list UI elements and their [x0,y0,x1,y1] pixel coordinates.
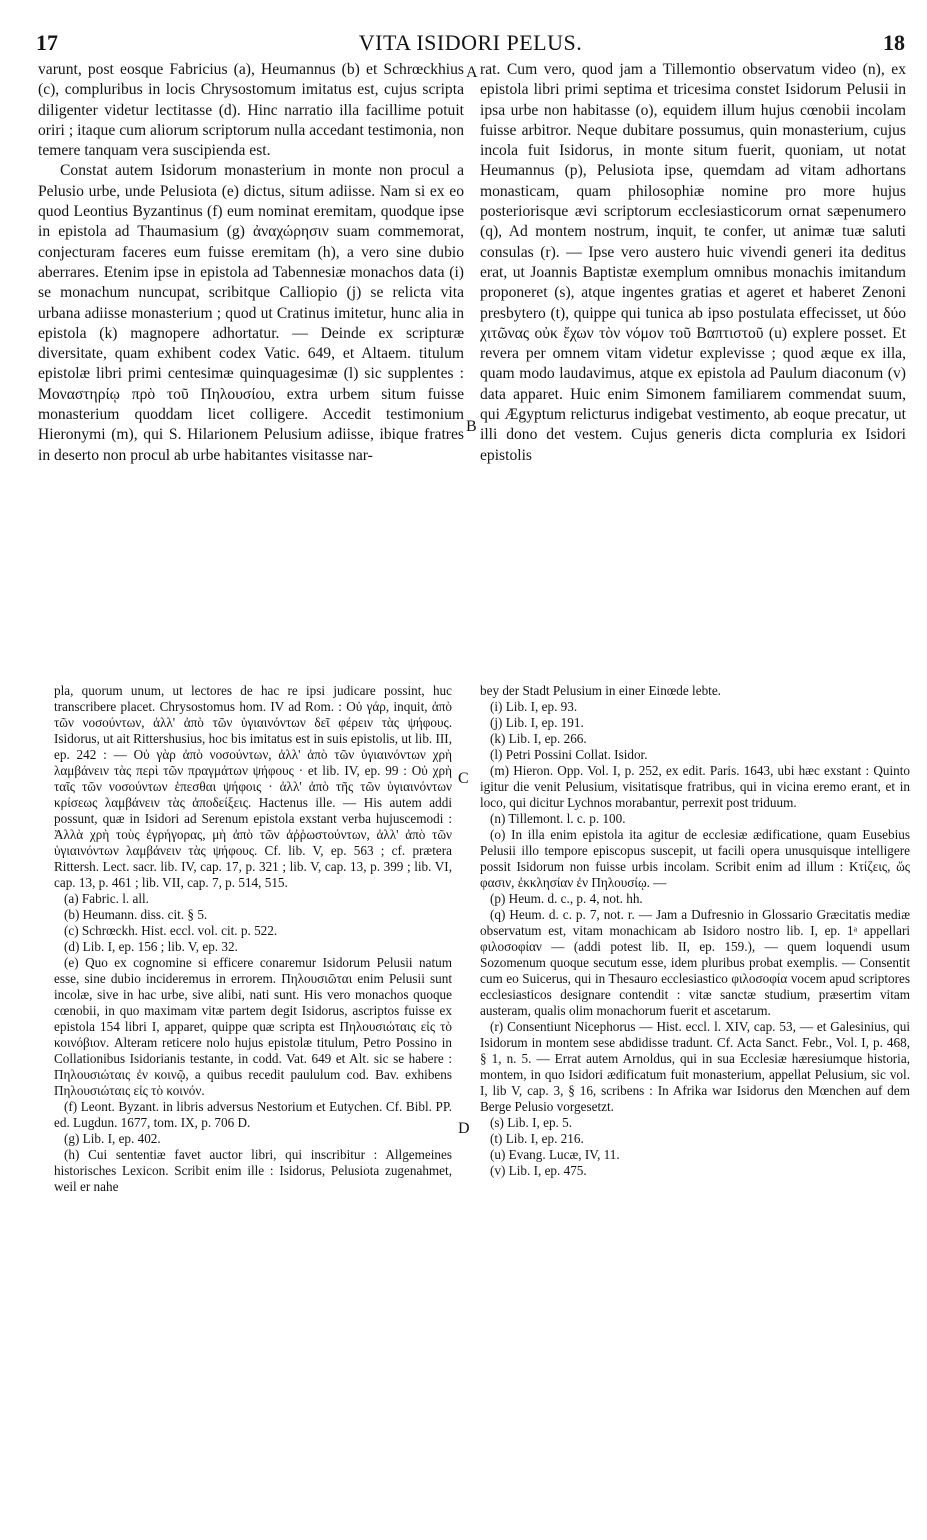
footnote-p: (p) Heum. d. c., p. 4, not. hh. [490,891,643,906]
right-page-number: 18 [883,30,905,55]
footnote-k: (k) Lib. I, ep. 266. [490,731,587,746]
footnote-c: (c) Schrœckh. Hist. eccl. vol. cit. p. 522. [64,923,278,938]
footnote-o: (o) In illa enim epistola ita agitur de ecclesiæ ædificatione, quam Eusebius Pelusii illo tempore episcopus suscepit, ut facili opera unusquisque intelligere possit Isidorum non fuisse urbis incolam. Scribit enim ad illum : Κτίζεις, ὥς φασιν, ἐκκλησίαν ἐν Πηλουσίῳ. — [480,827,910,890]
footnote-j: (j) Lib. I, ep. 191. [490,715,584,730]
footnotes-right-column [480,683,910,1179]
footnote-f: (f) Leont. Byzant. in libris adversus Nestorium et Eutychen. Cf. Bibl. PP. ed. Lugdun. 1677, tom. IX, p. 706 D. [54,1099,452,1130]
left-page-number: 17 [36,30,58,55]
footnote-e: (e) Quo ex cognomine si efficere conaremur Isidorum Pelusii natum esse, sine dubio incideremus in errorem. Πηλουσιῶται enim Pelusii sunt incolæ, sive in hac urbe, sive alibi, nati sunt. His vero monachos quoque cœnobii, in quo maximam vitæ partem degit Isidorus, ascriptos fuisse ex epistola 154 libri I, apparet, quippe quæ scripta est Πηλουσιώταις εἰς τὸ κοινόβιον. Alteram reticere nolo hujus epistolæ titulum, Petro Possino in Collationibus Isidorianis testante, in codd. Vat. 649 et Alt. sic se habere : Πηλουσιώταις ἐν κοινῷ, a quibus recedit paululum cod. Bav. exhibens Πηλουσιώταις εἰς τὸ κοινόν. [54,955,452,1098]
footnote-r: (r) Consentiunt Nicephorus — Hist. eccl. l. XIV, cap. 53, — et Galesinius, qui Isidorum in montem sese abdidisse tradunt. Cf. Acta Sanct. Febr., Vol. I, p. 468, § 1, n. 5. — Errat autem Arnoldus, qui in sua Ecclesiæ hæresiumque historia, montem, in quo Isidori ædificatum fuit monasterium, appellat Pelusium, sic vol. I, lib V, cap. 3, § 16, scribens : In Afrika war Isidorus den Mœnchen auf dem Berge Pelusio vorgesetzt. [480,1019,910,1114]
footnote-n: (n) Tillemont. l. c. p. 100. [490,811,626,826]
main-text-left-column [38,60,464,466]
footnote-i: (i) Lib. I, ep. 93. [490,699,578,714]
margin-letter-c: C [458,770,469,787]
footnote-u: (u) Evang. Lucæ, IV, 11. [490,1147,620,1162]
margin-letter-b: B [466,418,477,435]
main-paragraph: Constat autem Isidorum monasterium in monte non procul a Pelusio urbe, unde Pelusiota (e) dictus, situm adiisse. Nam si ex eo quod Leontius Byzantinus (f) eum nominat eremitam, quodque ipse in epistola ad Thaumasium (g) ἀναχώρησιν suam commemorat, conjecturam faceres eum fuisse eremitam (h), a vero sine dubio aberrares. Etenim ipse in epistola ad Tabennesiæ monachos data (i) se monachum nuncupat, scribitque Calliopio (j) se relicta vita urbana adiisse monasterium ; quod ut Cratinus imitetur, hunc alia in epistola (k) magnopere adhortatur. — Deinde ex scripturæ diversitate, quam exhibent codex Vatic. 649, et Altaem. titulum epistolæ libri primi centesimæ quinquagesimæ (l) sic supplentes : Μοναστηρίῳ πρὸ τοῦ Πηλουσίου, extra urbem situm fuisse monasterium quoddam licet colligere. Accedit testimonium Hieronymi (m), qui S. Hilarionem Pelusium adiisse, ibique fratres in deserto non procul ab urbe habitantes visitasse nar- [38,162,464,464]
footnote: pla, quorum unum, ut lectores de hac re ipsi judicare possint, huc transcribere placet. Chrysostomus hom. IV ad Rom. : Οὐ γάρ, inquit, ἀπὸ τῶν νοσούντων, ἀλλ' ἀπὸ τῶν ὑγιαινόντων δεῖ φέρειν τὰς ψήφους. Isidorus, ut ait Rittershusius, hoc bis imitatus est in suis epistolis, ut lib. III, ep. 242 : — Οὐ γὰρ ἀπὸ νοσούντων, ἀλλ' ἀπὸ τῶν ὑγιαινόντων χρὴ λαμβάνειν τὰς περὶ τῶν πραγμάτων ψήφους · et lib. IV, ep. 99 : Οὐ χρὴ ταῖς τῶν νοσούντων ἑπεσθαι ψήφοις · ἀλλ' ἀπὸ τῆς τῶν ὑγιαινόντων κρίσεως λαμβάνειν τὰς ἀποδείξεις. Hactenus ille. — His autem addi possunt, quæ in Isidori ad Serenum epistola exstant verba hujuscemodi : Ἀλλὰ χρὴ τοὺς ἐγρήγορας, μὴ ἀπὸ τῶν ἀῤῥωστούντων, ἀλλ' ἀπὸ τῶν ὑγιαινόντων λαμβάνειν τὰς ψήφους. Cf. lib. V, ep. 563 ; cf. prætera Rittersh. Lect. sacr. lib. IV, cap. 17, p. 321 ; lib. V, cap. 13, p. 399 ; lib. VI, cap. 13, p. 461 ; lib. VII, cap. 7, p. 514, 515. [54,683,452,890]
margin-letter-a: A [466,64,478,81]
footnote-l: (l) Petri Possini Collat. Isidor. [490,747,648,762]
footnote-v: (v) Lib. I, ep. 475. [490,1163,587,1178]
main-text-right-column [480,60,906,466]
margin-letter-d: D [458,1120,470,1137]
footnote-q: (q) Heum. d. c. p. 7, not. r. — Jam a Dufresnio in Glossario Græcitatis mediæ observatum est, vitam monachicam ab Isidoro nostro lib. I, ep. 1ᵃ appellari φιλοσοφίαν — (addi potest lib. II, ep. 159.), — quem loquendi usum Sozomenum quoque secutum esse, idem pluribus probat exemplis. — Consentit cum eo Suicerus, qui in Thesauro ecclesiastico φιλοσοφία vocem apud scriptores ecclesiasticos designare contendit : vitæ sanctæ studium, præsertim vitam austeram, qualis olim monachorum fuerit et ascetarum. [480,907,910,1018]
footnote-g: (g) Lib. I, ep. 402. [64,1131,161,1146]
footnote-b: (b) Heumann. diss. cit. § 5. [64,907,208,922]
footnotes-left-column [54,683,452,1195]
main-paragraph: rat. Cum vero, quod jam a Tillemontio observatum video (n), ex epistola libri primi septima et tricesima constet Isidorum Pelusii in ipsa urbe non habitasse (o), equidem illum hujus cœnobii incolam fuisse arbitror. Neque dubitare possumus, quin monasterium, cujus incola fuit Isidorus, in monte situm fuerit, quoniam, ut notat Heumannus (p), Pelusiota ipse, quemdam ad vitam adhortans monasticam, quam philosophiæ nomine pro more hujus posteriorisque ævi scriptorum ecclesiasticorum ornat sæpenumero (q), Ad montem nostrum, inquit, te confer, ut animæ tuæ saluti consulas (r). — Ipse vero austero huic vivendi generi ita deditus erat, ut Joannis Baptistæ exemplum omnibus monachis imitandum proponeret (s), atque ingentes gratias et ageret et haberet Zenoni presbytero (t), quippe qui tunica ab ipso postulata effecisset, ut δύο χιτῶνας οὐκ ἔχων τὸν νόμον τοῦ Βαπτιστοῦ (u) explere posset. Et revera per omnem vitam videtur explevisse ; quod æque ex illa, quam modo laudavimus, atque ex epistola ad Paulum diaconum (v) data apparet. Huic enim Simonem familiarem commendat suum, qui Ægyptum relicturus indigebat vestimento, ab eoque precatur, ut illi dono det vestem. Cujus generis dicta compluria ex Isidori epistolis [480,61,906,464]
footnote-d: (d) Lib. I, ep. 156 ; lib. V, ep. 32. [64,939,238,954]
main-paragraph: varunt, post eosque Fabricius (a), Heumannus (b) et Schrœckhius (c), compluribus in locis Chrysostomum imitatus est, cujus scripta diligenter videtur lectitasse (d). Hinc narratio illa facillime potuit oriri ; itaque cum aliorum scriptorum nulla accedant testimonia, non temere tanquam vera suscipienda est. [38,61,464,160]
footnote-continuation: bey der Stadt Pelusium in einer Einœde lebte. [480,683,721,698]
footnote-h: (h) Cui sententiæ favet auctor libri, qui inscribitur : Allgemeines historisches Lexicon. Scribit enim ille : Isidorus, Pelusiota zugenahmet, weil er nahe [54,1147,452,1194]
page-header [36,30,905,56]
footnote-a: (a) Fabric. l. all. [64,891,149,906]
footnote-m: (m) Hieron. Opp. Vol. I, p. 252, ex edit. Paris. 1643, ubi hæc exstant : Quinto igitur die venit Pelusium, visitatisque fratribus, qui in vicina eremo erant, et in loco, qui dicitur Lychnos morabantur, perrexit post triduum. [480,763,910,810]
footnote-s: (s) Lib. I, ep. 5. [490,1115,573,1130]
footnote-t: (t) Lib. I, ep. 216. [490,1131,584,1146]
running-title: VITA ISIDORI PELUS. [358,30,583,55]
